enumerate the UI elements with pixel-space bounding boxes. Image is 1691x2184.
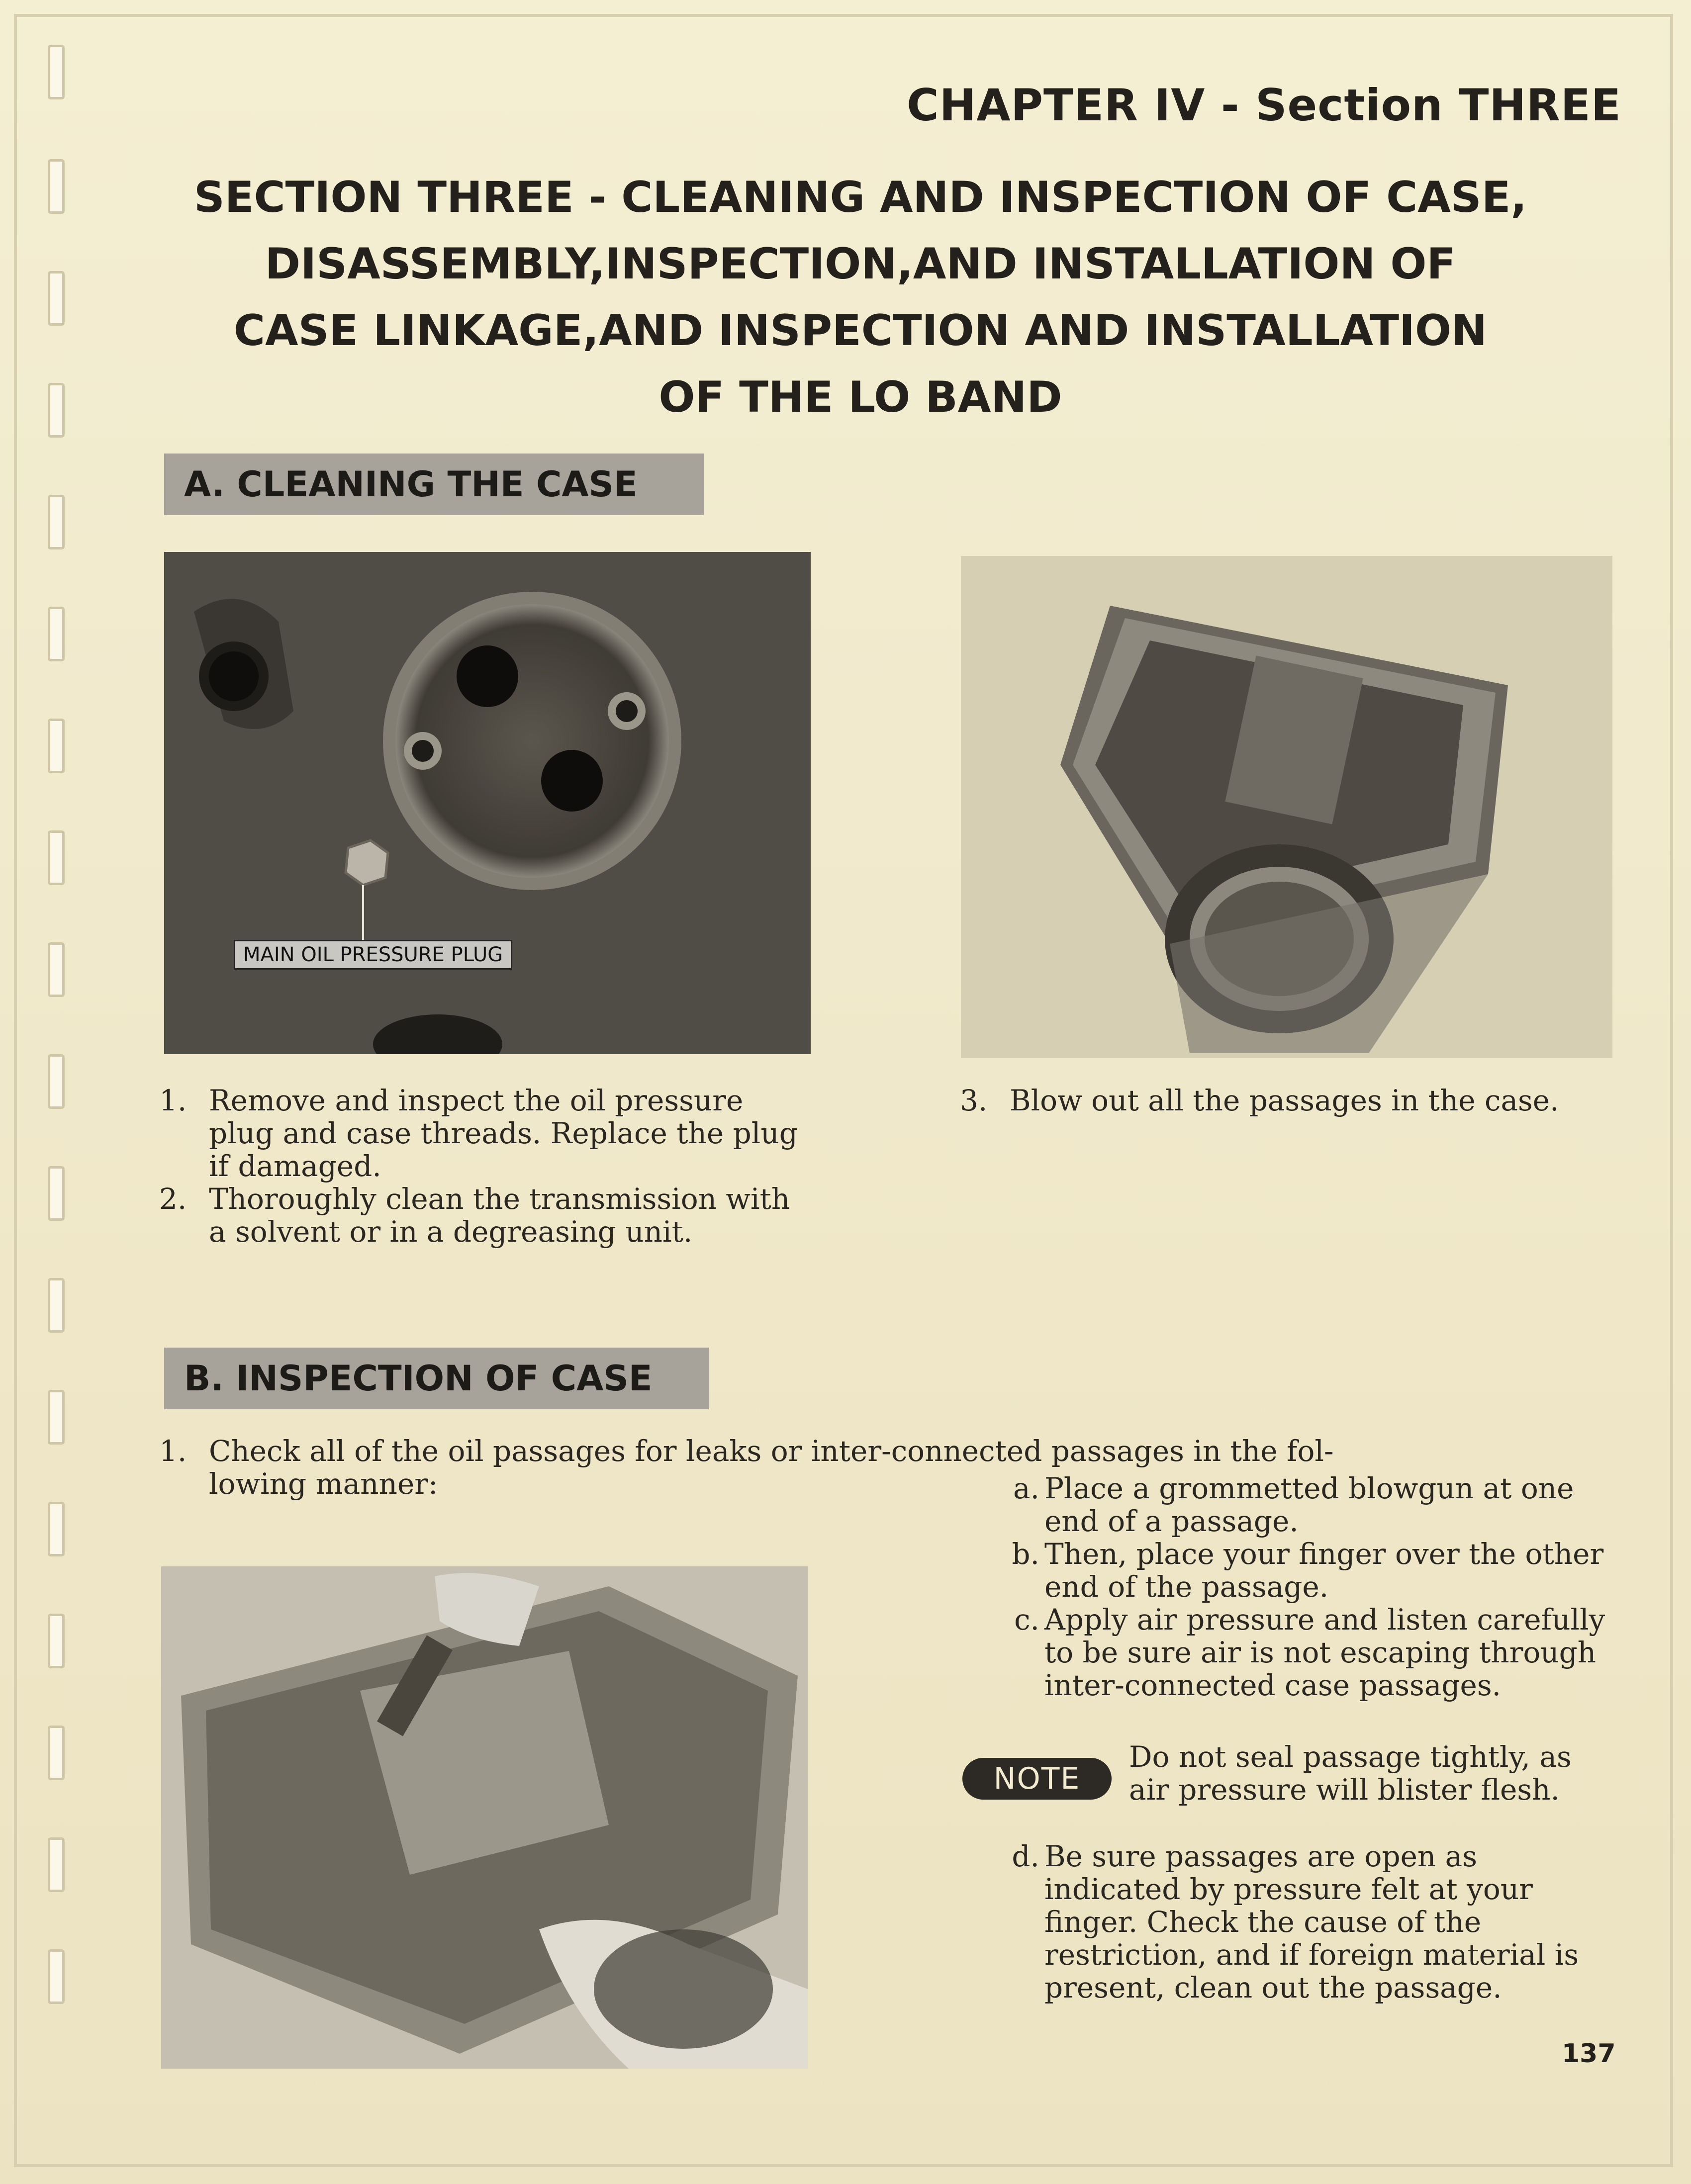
blowgun-inspection-illustration bbox=[161, 1566, 808, 2069]
substep-letter: a. bbox=[1013, 1471, 1039, 1505]
binder-hole bbox=[48, 1054, 65, 1109]
binder-hole bbox=[48, 1278, 65, 1333]
binder-hole bbox=[48, 719, 65, 773]
section-b-substeps bbox=[990, 1472, 1611, 1702]
substep-text: Place a grommetted blowgun at one end of a passage. bbox=[1044, 1471, 1574, 1538]
list-item bbox=[159, 1183, 806, 1248]
step-number: 3. bbox=[960, 1084, 988, 1117]
binder-hole bbox=[48, 1502, 65, 1556]
substep-letter: d. bbox=[1012, 1839, 1039, 1873]
section-a-steps-right bbox=[960, 1084, 1611, 1117]
section-title-line: CASE LINKAGE,AND INSPECTION AND INSTALLATION bbox=[233, 306, 1488, 356]
step-number: 1. bbox=[159, 1084, 187, 1117]
substep-letter: b. bbox=[1012, 1537, 1039, 1571]
binder-hole bbox=[48, 495, 65, 549]
transmission-case-illustration bbox=[961, 556, 1612, 1058]
main-oil-pressure-plug-label: MAIN OIL PRESSURE PLUG bbox=[234, 940, 512, 970]
photo-case-oil-pressure-plug bbox=[164, 552, 811, 1054]
list-item bbox=[990, 1538, 1611, 1603]
binder-hole bbox=[48, 607, 65, 661]
section-a-steps-left bbox=[159, 1084, 806, 1248]
case-photo-illustration bbox=[164, 552, 811, 1054]
photo-transmission-case bbox=[961, 556, 1612, 1058]
note-text: Do not seal passage tightly, as air pressure will blister flesh. bbox=[1129, 1740, 1572, 1807]
section-title-line: SECTION THREE - CLEANING AND INSPECTION OF CASE, bbox=[193, 173, 1527, 222]
step-number: 1. bbox=[159, 1434, 187, 1468]
step-text: Check all of the oil passages for leaks or inter-connected passages in the fol- bbox=[209, 1434, 1334, 1468]
list-item bbox=[960, 1084, 1611, 1117]
substep-text: Apply air pressure and listen carefully to be sure air is not escaping through inter-connected case passages. bbox=[1044, 1603, 1605, 1702]
binder-hole bbox=[48, 830, 65, 885]
binder-hole bbox=[48, 1614, 65, 1668]
binder-hole bbox=[48, 1949, 65, 2004]
chapter-header: CHAPTER IV - Section THREE bbox=[907, 80, 1621, 131]
note-badge: NOTE bbox=[962, 1758, 1112, 1800]
substep-letter: c. bbox=[1014, 1603, 1039, 1637]
section-b-substep-d bbox=[990, 1840, 1611, 2004]
list-item bbox=[990, 1472, 1611, 1538]
substep-text: Then, place your finger over the other end of the passage. bbox=[1044, 1537, 1604, 1604]
binder-hole bbox=[48, 1390, 65, 1445]
step-text: lowing manner: bbox=[209, 1467, 438, 1501]
section-title-line: OF THE LO BAND bbox=[658, 372, 1062, 422]
binder-hole bbox=[48, 45, 65, 99]
substep-text: Be sure passages are open as indicated by pressure felt at your finger. Check the cause of the restriction, and if foreign material is present, clean out the passage. bbox=[1044, 1839, 1579, 2004]
binder-hole bbox=[48, 1837, 65, 1892]
section-b-heading: B. INSPECTION OF CASE bbox=[164, 1348, 709, 1409]
step-text: Remove and inspect the oil pressure plug and case threads. Replace the plug if damaged. bbox=[209, 1084, 798, 1183]
section-title bbox=[149, 164, 1572, 431]
page-number: 137 bbox=[1562, 2039, 1616, 2069]
binder-holes bbox=[48, 45, 78, 2158]
list-item bbox=[159, 1084, 806, 1183]
list-item bbox=[990, 1603, 1611, 1702]
binder-hole bbox=[48, 1726, 65, 1780]
photo-blowgun-inspection bbox=[161, 1566, 808, 2069]
section-a-heading: A. CLEANING THE CASE bbox=[164, 454, 704, 515]
binder-hole bbox=[48, 159, 65, 214]
step-text: Blow out all the passages in the case. bbox=[1010, 1084, 1559, 1117]
binder-hole bbox=[48, 271, 65, 326]
binder-hole bbox=[48, 942, 65, 997]
list-item bbox=[990, 1840, 1611, 2004]
binder-hole bbox=[48, 1166, 65, 1221]
binder-hole bbox=[48, 383, 65, 438]
step-text: Thoroughly clean the transmission with a solvent or in a degreasing unit. bbox=[209, 1182, 790, 1249]
step-number: 2. bbox=[159, 1182, 187, 1216]
section-title-line: DISASSEMBLY,INSPECTION,AND INSTALLATION OF bbox=[265, 239, 1456, 289]
